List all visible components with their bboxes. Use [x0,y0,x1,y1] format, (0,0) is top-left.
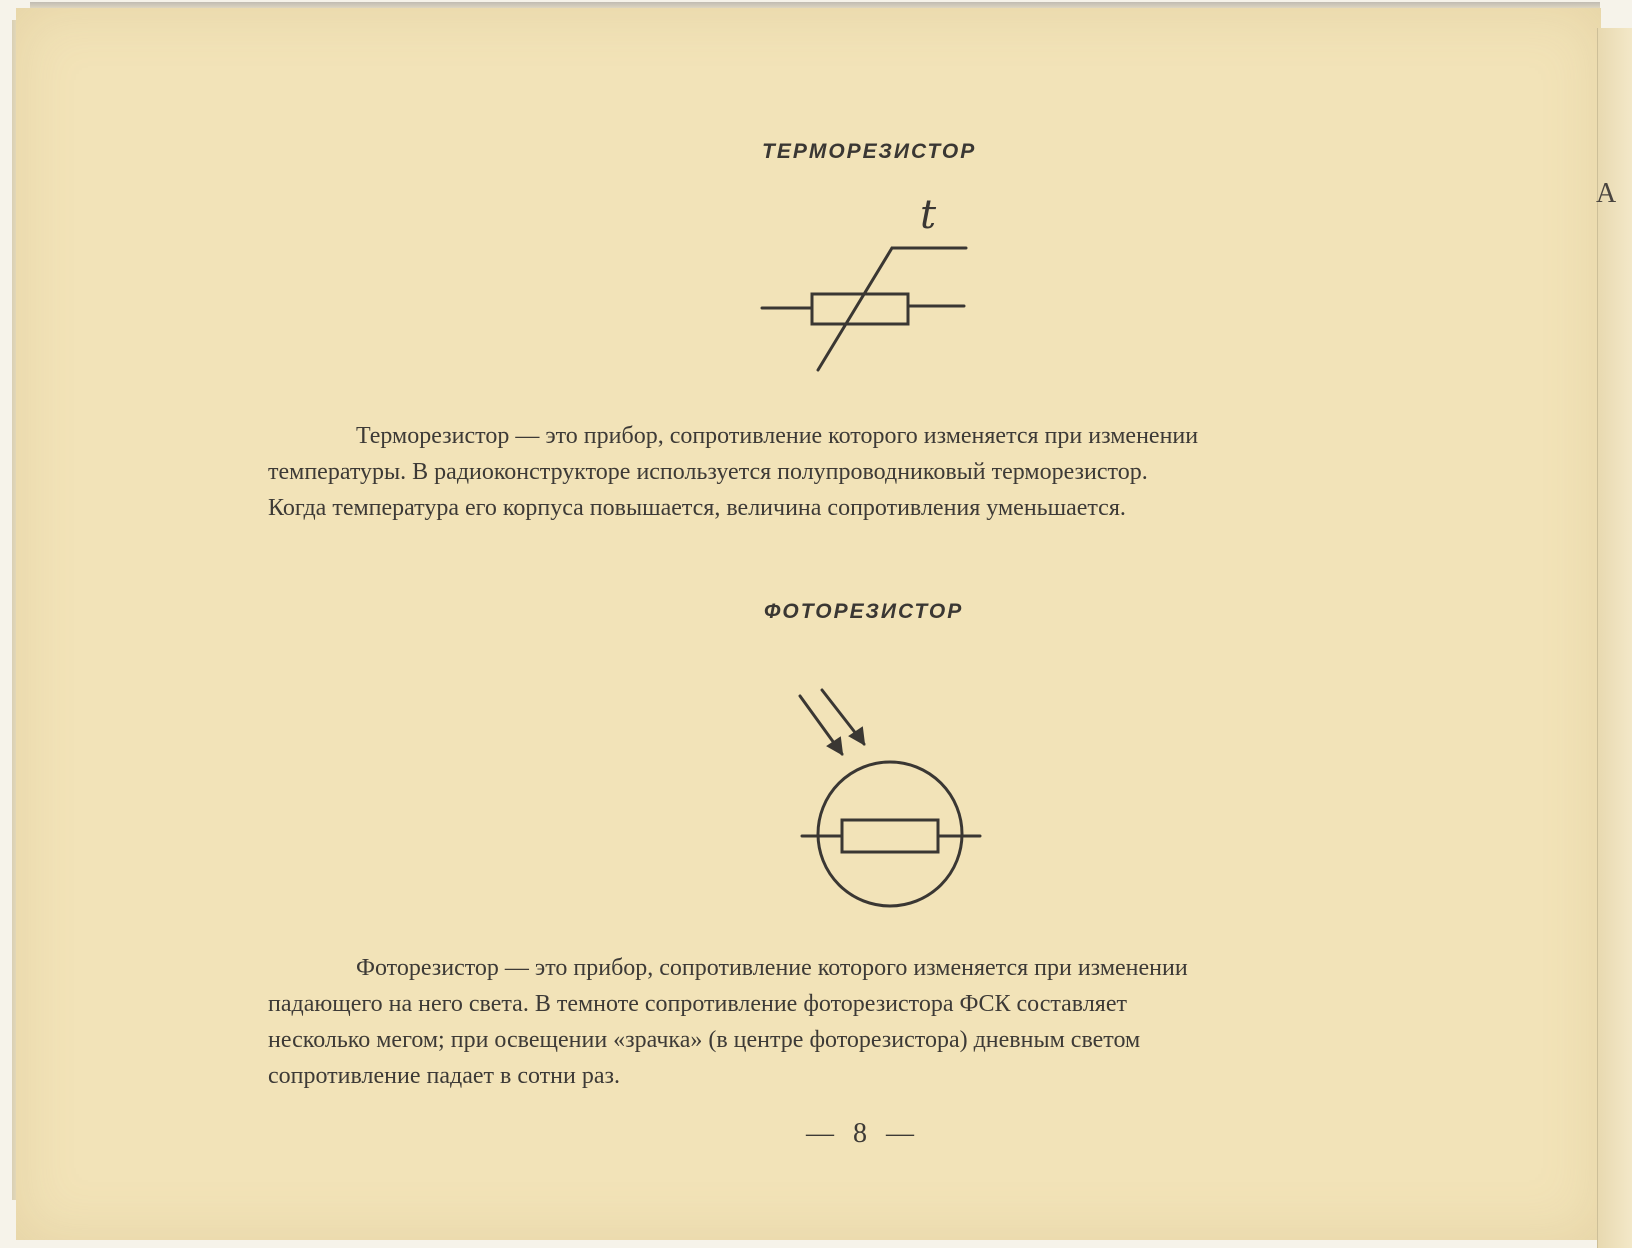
photoresistor-line-1: Фоторезистор — это прибор, сопротивление которого изменяется при изменении [356,955,1188,981]
photoresistor-enclosure-circle [818,762,962,906]
thermistor-symbol-icon [752,190,982,380]
photoresistor-heading: ФОТОРЕЗИСТОР [764,600,964,623]
photoresistor-symbol-icon [790,690,1000,910]
thermistor-heading: ТЕРМОРЕЗИСТОР [762,140,977,163]
thermistor-line-2: температуры. В радиоконструкторе используется полупроводниковый терморезистор. [268,459,1148,485]
photoresistor-line-2: падающего на него света. В темноте сопротивление фоторезистора ФСК составляет [268,991,1127,1017]
thermistor-line-1: Терморезистор — это прибор, сопротивление которого изменяется при изменении [356,423,1199,449]
thermistor-description [268,418,1478,526]
photoresistor-body [842,820,938,852]
light-arrow-1-head [828,738,842,754]
adjacent-page-letter: А [1596,178,1617,209]
photoresistor-description [268,950,1462,1094]
adjacent-page-strip [1597,28,1632,1248]
photoresistor-line-4: сопротивление падает в сотни раз. [268,1063,620,1089]
thermistor-temperature-label: t [920,192,937,238]
photoresistor-line-3: несколько мегом; при освещении «зрачка» (в центре фоторезистора) дневным светом [268,1027,1141,1053]
page-number: — 8 — [806,1118,920,1149]
thermistor-line-3: Когда температура его корпуса повышается, величина сопротивления уменьшается. [268,495,1126,521]
thermistor-diagonal-line [818,248,892,370]
